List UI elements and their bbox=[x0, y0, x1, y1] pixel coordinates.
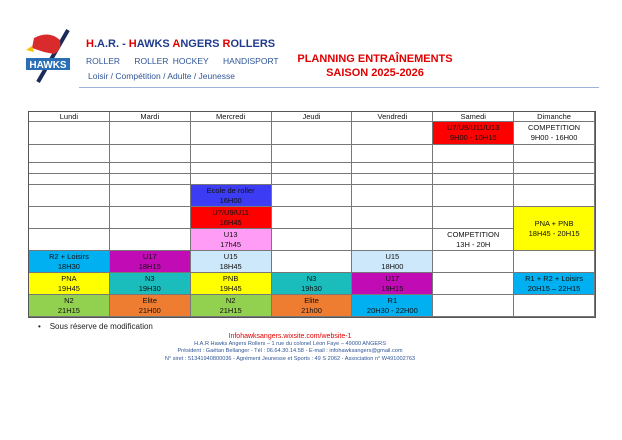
session-text: 21H00 bbox=[138, 305, 161, 315]
session-cell bbox=[29, 295, 110, 317]
sports-list bbox=[86, 56, 289, 66]
session-text: 19H45 bbox=[219, 283, 242, 293]
session-text: 21H15 bbox=[57, 305, 80, 315]
session-text: U7/U9/U11/U13 bbox=[447, 123, 500, 132]
empty-cell bbox=[272, 251, 353, 273]
empty-cell bbox=[110, 185, 191, 207]
session-text: 21H15 bbox=[219, 305, 242, 315]
empty-cell bbox=[352, 207, 433, 229]
svg-text:HAWKS: HAWKS bbox=[29, 60, 67, 71]
session-text: 19h30 bbox=[301, 283, 322, 293]
session-text: 19H45 bbox=[57, 283, 80, 293]
session-text: 18H30 bbox=[57, 261, 80, 271]
session-cell bbox=[514, 122, 595, 145]
empty-cell bbox=[272, 122, 353, 145]
session-text: U13 bbox=[223, 229, 238, 239]
session-text: U15 bbox=[385, 251, 400, 261]
hawks-logo bbox=[24, 28, 74, 84]
session-cell bbox=[433, 122, 514, 145]
session-text: 18H15 bbox=[138, 261, 161, 271]
empty-cell bbox=[352, 145, 433, 163]
session-text: U17 bbox=[385, 273, 400, 283]
empty-cell bbox=[272, 174, 353, 185]
session-text: U17 bbox=[142, 251, 157, 261]
session-cell bbox=[433, 229, 514, 251]
empty-cell bbox=[352, 174, 433, 185]
session-cell bbox=[272, 273, 353, 295]
session-text: N3 bbox=[306, 273, 317, 283]
empty-cell bbox=[29, 185, 110, 207]
empty-cell bbox=[514, 174, 595, 185]
session-text: U15 bbox=[223, 251, 238, 261]
empty-cell bbox=[110, 145, 191, 163]
empty-cell bbox=[352, 185, 433, 207]
empty-cell bbox=[272, 185, 353, 207]
session-cell bbox=[191, 185, 272, 207]
session-text: 16H00 bbox=[219, 195, 242, 205]
empty-cell bbox=[272, 207, 353, 229]
session-cell bbox=[191, 207, 272, 229]
session-text: R1 + R2 + Loisirs bbox=[525, 273, 584, 283]
session-text: Ecole de roller bbox=[206, 185, 255, 195]
session-text: 19H15 bbox=[381, 283, 404, 293]
session-text: 9H00 - 10H15 bbox=[449, 133, 497, 142]
session-cell bbox=[191, 273, 272, 295]
empty-cell bbox=[272, 145, 353, 163]
header-divider bbox=[79, 87, 599, 88]
session-text: COMPETITION bbox=[528, 123, 581, 132]
empty-cell bbox=[29, 145, 110, 163]
empty-cell bbox=[514, 251, 595, 273]
session-text: R2 + Loisirs bbox=[49, 251, 89, 261]
website-link[interactable]: Infohawksangers.wixsite.com/website-1 bbox=[228, 333, 352, 340]
session-cell bbox=[272, 295, 353, 317]
empty-cell bbox=[433, 174, 514, 185]
day-header: Dimanche bbox=[514, 112, 595, 122]
session-text: 20H15 – 22H15 bbox=[527, 283, 581, 293]
empty-cell bbox=[191, 163, 272, 174]
empty-cell bbox=[352, 163, 433, 174]
sport: ROLLER HOCKEY bbox=[134, 56, 209, 66]
session-text: 18H45 - 20H15 bbox=[528, 228, 580, 238]
footer bbox=[140, 333, 440, 363]
session-text: PNB bbox=[222, 273, 239, 283]
empty-cell bbox=[110, 163, 191, 174]
session-cell bbox=[352, 273, 433, 295]
schedule-table bbox=[28, 111, 596, 318]
session-text: 17h45 bbox=[220, 239, 242, 249]
session-cell bbox=[352, 295, 433, 317]
empty-cell bbox=[433, 185, 514, 207]
empty-cell bbox=[191, 122, 272, 145]
session-text: 16H45 bbox=[219, 217, 242, 227]
empty-cell bbox=[433, 207, 514, 229]
empty-cell bbox=[29, 163, 110, 174]
sport: ROLLER bbox=[86, 56, 121, 66]
session-cell bbox=[29, 273, 110, 295]
sport: HANDISPORT bbox=[223, 56, 279, 66]
session-text: 20H30 - 22H00 bbox=[366, 305, 418, 315]
title-line: PLANNING ENTRAÎNEMENTS bbox=[297, 53, 453, 65]
session-text: 18H45 bbox=[219, 261, 242, 271]
president-contact: Président : Gaëtan Bellanger - Tél : 06.64.30.14.58 - E-mail : infohawksangers@gmail.com bbox=[177, 348, 403, 355]
org-name: H.A.R. - HAWKS ANGERS ROLLERS bbox=[86, 38, 276, 50]
session-text: N3 bbox=[144, 273, 155, 283]
day-header: Vendredi bbox=[352, 112, 433, 122]
session-cell bbox=[110, 251, 191, 273]
session-cell bbox=[29, 251, 110, 273]
session-text: Elite bbox=[142, 295, 158, 305]
session-text: PNA + PNB bbox=[534, 218, 574, 228]
session-text: COMPETITION bbox=[447, 229, 500, 239]
empty-cell bbox=[272, 229, 353, 251]
page-title bbox=[280, 52, 470, 80]
session-text: 21h00 bbox=[301, 305, 322, 315]
session-text: 13H - 20H bbox=[456, 239, 491, 249]
empty-cell bbox=[110, 207, 191, 229]
day-header: Lundi bbox=[29, 112, 110, 122]
empty-cell bbox=[514, 163, 595, 174]
tagline: Loisir / Compétition / Adulte / Jeunesse bbox=[88, 71, 235, 81]
session-text: Elite bbox=[304, 295, 319, 305]
siret: N° siret : 51341940800036 - Agrément Jeunesse et Sports : 49 S 2062 - Association n° W491002763 bbox=[164, 355, 416, 362]
session-cell bbox=[191, 229, 272, 251]
subtitle-line: SAISON 2025-2026 bbox=[326, 67, 424, 79]
session-text: 19H30 bbox=[138, 283, 161, 293]
empty-cell bbox=[191, 174, 272, 185]
session-cell bbox=[110, 295, 191, 317]
note-text: Sous réserve de modification bbox=[49, 322, 153, 331]
empty-cell bbox=[514, 185, 595, 207]
session-text: U7/U9/U11 bbox=[212, 207, 249, 217]
session-cell bbox=[514, 273, 595, 295]
session-text: 18H00 bbox=[381, 261, 404, 271]
empty-cell bbox=[29, 207, 110, 229]
day-header: Mercredi bbox=[191, 112, 272, 122]
address: H.A.R Hawks Angers Rollers – 1 rue du colonel Léon Faye – 49000 ANGERS bbox=[194, 340, 386, 347]
empty-cell bbox=[514, 295, 595, 317]
session-cell bbox=[514, 207, 595, 251]
session-text: 9H00 - 16H00 bbox=[530, 133, 578, 142]
empty-cell bbox=[29, 122, 110, 145]
session-text: N2 bbox=[64, 295, 74, 305]
session-text: PNA bbox=[61, 273, 77, 283]
session-text: R1 bbox=[387, 295, 398, 305]
empty-cell bbox=[352, 229, 433, 251]
day-header: Jeudi bbox=[272, 112, 353, 122]
empty-cell bbox=[433, 163, 514, 174]
empty-cell bbox=[191, 145, 272, 163]
empty-cell bbox=[433, 145, 514, 163]
empty-cell bbox=[514, 145, 595, 163]
session-cell bbox=[191, 295, 272, 317]
session-text: N2 bbox=[225, 295, 236, 305]
empty-cell bbox=[110, 174, 191, 185]
empty-cell bbox=[433, 273, 514, 295]
note: • Sous réserve de modification bbox=[38, 322, 153, 331]
empty-cell bbox=[110, 122, 191, 145]
session-cell bbox=[352, 251, 433, 273]
empty-cell bbox=[272, 163, 353, 174]
empty-cell bbox=[433, 295, 514, 317]
empty-cell bbox=[29, 174, 110, 185]
empty-cell bbox=[352, 122, 433, 145]
empty-cell bbox=[110, 229, 191, 251]
session-cell bbox=[191, 251, 272, 273]
empty-cell bbox=[29, 229, 110, 251]
session-cell bbox=[110, 273, 191, 295]
day-header: Mardi bbox=[110, 112, 191, 122]
day-header: Samedi bbox=[433, 112, 514, 122]
empty-cell bbox=[433, 251, 514, 273]
